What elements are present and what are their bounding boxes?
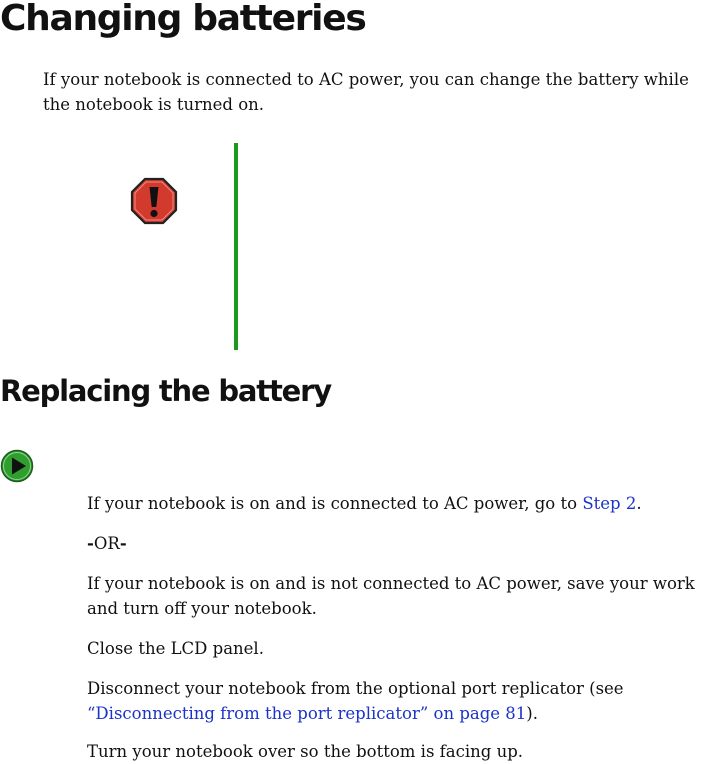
step-5: Turn your notebook over so the bottom is facing up. — [87, 742, 524, 761]
step-1-text: If your notebook is on and is connected to AC power, go to — [87, 494, 583, 513]
step-1 — [87, 491, 717, 516]
warning-divider — [234, 143, 238, 350]
step-1-end: . — [636, 494, 642, 513]
step-2-link[interactable]: Step 2 — [582, 494, 637, 513]
intro-paragraph: If your notebook is connected to AC power, you can change the battery while the notebook is turned on. — [43, 70, 689, 114]
warning-stop-icon — [130, 177, 178, 225]
page-title: Changing batteries — [0, 0, 366, 39]
disconnecting-port-replicator-link[interactable]: “Disconnecting from the port replicator” on page 81 — [87, 704, 527, 723]
or-dash-right: - — [119, 534, 127, 553]
step-3: Close the LCD panel. — [87, 639, 264, 658]
step-4-end: ). — [526, 704, 538, 723]
subsection-title: Replacing the battery — [0, 374, 331, 408]
step-2: If your notebook is on and is not connected to AC power, save your work and turn off your notebook. — [87, 574, 695, 618]
or-separator — [87, 531, 717, 556]
step-4-text: Disconnect your notebook from the optional port replicator (see — [87, 679, 624, 698]
step-4 — [87, 676, 717, 726]
or-label: OR — [93, 534, 120, 553]
or-dash-left: - — [87, 534, 94, 553]
play-arrow-icon — [0, 449, 34, 483]
